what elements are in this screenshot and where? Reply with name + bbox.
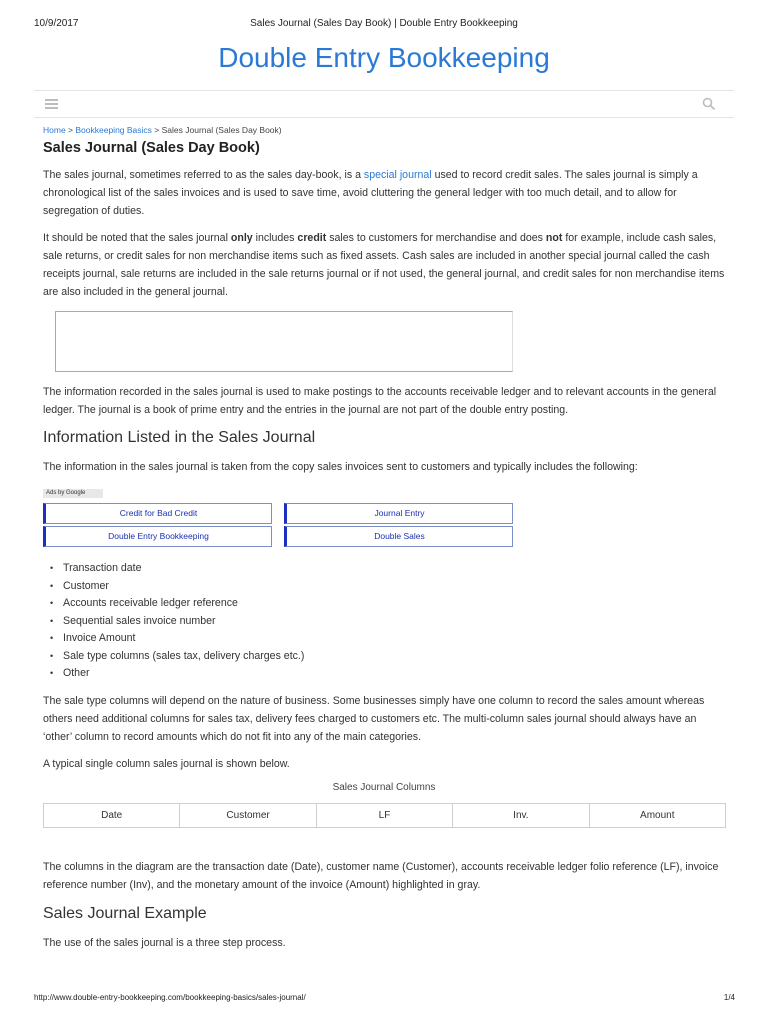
list-item: • Customer	[50, 578, 304, 596]
info-list	[50, 560, 304, 683]
table-cell-date: Date	[44, 804, 180, 828]
special-journal-link[interactable]: special journal	[363, 169, 432, 181]
note-text: It should be noted that the sales journal	[43, 232, 231, 244]
ad-link-double-entry-bookkeeping[interactable]: Double Entry Bookkeeping	[43, 526, 272, 547]
note-emphasis: only	[230, 232, 253, 244]
table-cell-customer: Customer	[180, 804, 316, 828]
table-cell-lf: LF	[316, 804, 452, 828]
print-page-number: 1/4	[723, 993, 735, 1002]
typical-paragraph: A typical single column sales journal is shown below.	[43, 758, 290, 770]
print-header	[0, 18, 768, 32]
list-item: • Other	[50, 665, 304, 683]
list-item: • Invoice Amount	[50, 630, 304, 648]
print-footer	[0, 993, 768, 1007]
list-item: • Sequential sales invoice number	[50, 613, 304, 631]
list-item: • Transaction date	[50, 560, 304, 578]
intro-text: The sales journal, sometimes referred to as the sales day-book, is a	[43, 169, 364, 181]
table-row	[44, 804, 726, 828]
page-title: Sales Journal (Sales Day Book)	[43, 140, 260, 156]
site-title[interactable]: Double Entry Bookkeeping	[218, 42, 550, 73]
sales-journal-columns-table	[43, 803, 726, 828]
note-text: includes	[252, 232, 298, 244]
breadcrumb-separator: >	[151, 125, 162, 135]
info-intro-paragraph: The information in the sales journal is taken from the copy sales invoices sent to customers and typically includes the following:	[43, 461, 638, 473]
breadcrumb-section-link[interactable]: Bookkeeping Basics	[75, 125, 152, 135]
section-heading-info: Information Listed in the Sales Journal	[43, 429, 316, 446]
ad-frame[interactable]	[55, 311, 513, 372]
table-cell-inv: Inv.	[453, 804, 589, 828]
table-cell-amount: Amount	[589, 804, 725, 828]
breadcrumb-current: Sales Journal (Sales Day Book)	[161, 125, 282, 135]
note-emphasis: credit	[297, 232, 327, 244]
sale-type-paragraph: The sale type columns will depend on the nature of business. Some businesses simply have one column to record the sales amount whereas others need additional columns for sales tax, delivery fees charged to customers etc. The multi-column sales journal should always have an ‘other’ column to record amounts which do not fit into any of the main categories.	[43, 695, 705, 743]
print-doc-title: Sales Journal (Sales Day Book) | Double Entry Bookkeeping	[250, 18, 518, 29]
breadcrumb	[43, 125, 282, 135]
list-item: • Accounts receivable ledger reference	[50, 595, 304, 613]
table-caption: Sales Journal Columns	[332, 782, 436, 793]
note-paragraph	[43, 229, 728, 301]
section-heading-example: Sales Journal Example	[43, 905, 207, 922]
nav-bar	[34, 90, 734, 118]
note-text: for example, include cash sales, sale returns, or credit sales for non merchandise items such as fixed assets. Cash sales are included in another special journal called the cash receipts journal, sale returns are included in the sale returns journal or if not used, the general journal, and credit sales for non merchandise items are also included in the general journal.	[43, 232, 725, 298]
ad-link-double-sales[interactable]: Double Sales	[284, 526, 513, 547]
note-emphasis: not	[545, 232, 563, 244]
print-url: http://www.double-entry-bookkeeping.com/bookkeeping-basics/sales-journal/	[34, 993, 306, 1002]
columns-paragraph: The columns in the diagram are the transaction date (Date), customer name (Customer), accounts receivable ledger folio reference (LF), invoice reference number (Inv), and the monetary amount of the invoice (Amount) highlighted in gray.	[43, 861, 719, 891]
search-icon[interactable]	[702, 97, 716, 111]
hamburger-menu-icon[interactable]	[45, 99, 58, 109]
list-item: • Sale type columns (sales tax, delivery charges etc.)	[50, 648, 304, 666]
ad-link-credit-bad-credit[interactable]: Credit for Bad Credit	[43, 503, 272, 524]
postings-paragraph: The information recorded in the sales journal is used to make postings to the accounts receivable ledger and to relevant accounts in the general ledger. The journal is a book of prime entry and the entries in the journal are not part of the double entry posting.	[43, 386, 717, 416]
note-text: sales to customers for merchandise and does	[326, 232, 546, 244]
example-paragraph: The use of the sales journal is a three step process.	[43, 937, 286, 949]
intro-paragraph	[43, 166, 728, 220]
breadcrumb-separator: >	[65, 125, 76, 135]
print-date: 10/9/2017	[34, 18, 79, 29]
ads-by-google-label[interactable]: Ads by Google	[43, 489, 103, 498]
intro-text: used to record credit sales. The sales journal is simply a chronological list of the sales invoices and is used to save time, avoid cluttering the general ledger with too much detail, and to allow for segregation of duties.	[43, 169, 698, 217]
ad-link-journal-entry[interactable]: Journal Entry	[284, 503, 513, 524]
breadcrumb-home-link[interactable]: Home	[43, 125, 66, 135]
